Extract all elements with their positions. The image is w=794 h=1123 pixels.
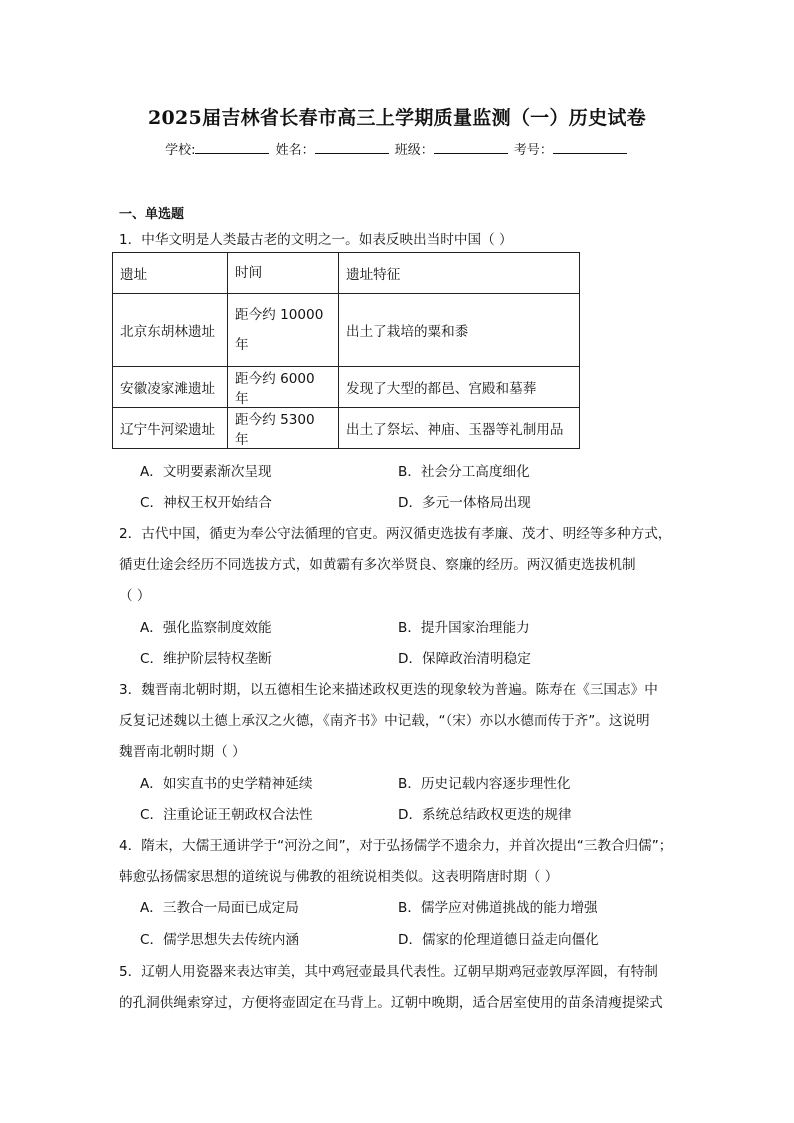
page-title: 2025届吉林省长春市高三上学期质量监测（一）历史试卷 [148, 107, 646, 129]
q4-option-d[interactable]: D．儒家的伦理道德日益走向僵化 [398, 932, 599, 948]
question-2-line: （ ） [119, 588, 151, 604]
table-cell: 距今约 6000 年 [228, 367, 339, 408]
question-4-line: 韩愈弘扬儒家思想的道统说与佛教的祖统说相类似。这表明隋唐时期（ ） [119, 869, 559, 885]
q2-option-a[interactable]: A．强化监察制度效能 [140, 620, 272, 636]
q4-option-c[interactable]: C．儒学思想失去传统内涵 [140, 932, 300, 948]
table-cell: 发现了大型的都邑、宫殿和墓葬 [339, 367, 580, 408]
q2-option-b[interactable]: B．提升国家治理能力 [398, 620, 530, 636]
question-1-stem: 1．中华文明是人类最古老的文明之一。如表反映出当时中国（ ） [119, 232, 513, 248]
table-cell: 安徽凌家滩遗址 [113, 367, 228, 408]
q4-option-a[interactable]: A．三教合一局面已成定局 [140, 900, 299, 916]
q3-option-c[interactable]: C．注重论证王朝政权合法性 [140, 807, 313, 823]
table-cell: 距今约 5300 年 [228, 408, 339, 449]
student-info-line [0, 139, 794, 158]
question-3-line: 魏晋南北朝时期（ ） [119, 744, 246, 760]
q1-option-c[interactable]: C．神权王权开始结合 [140, 495, 272, 511]
table-cell: 北京东胡林遗址 [113, 294, 228, 367]
q3-option-b[interactable]: B．历史记载内容逐步理性化 [398, 776, 571, 792]
question-3-line: 3．魏晋南北朝时期，以五德相生论来描述政权更迭的现象较为普遍。陈寿在《三国志》中 [119, 682, 658, 698]
school-label: 学校: [165, 143, 196, 158]
table-header-row [113, 253, 580, 294]
class-blank[interactable] [434, 141, 508, 154]
question-2-line: 2．古代中国，循吏为奉公守法循理的官吏。两汉循吏选拔有孝廉、茂才、明经等多种方式， [119, 526, 672, 542]
table-row [113, 367, 580, 408]
q3-option-a[interactable]: A．如实直书的史学精神延续 [140, 776, 313, 792]
section-title: 一、单选题 [119, 207, 185, 222]
table-cell: 距今约 10000 年 [228, 294, 339, 367]
table-row [113, 408, 580, 449]
table-cell: 出土了祭坛、神庙、玉器等礼制用品 [339, 408, 580, 449]
exam-no-label: 考号： [513, 143, 553, 158]
q3-option-d[interactable]: D．系统总结政权更迭的规律 [398, 807, 572, 823]
question-5-line: 5．辽朝人用瓷器来表达审美，其中鸡冠壶最具代表性。辽朝早期鸡冠壶敦厚浑圆，有特制 [119, 964, 658, 980]
question-4-line: 4．隋末，大儒王通讲学于“河汾之间”，对于弘扬儒学不遗余力，并首次提出“三教合归儒”； [119, 838, 673, 854]
name-blank[interactable] [315, 141, 389, 154]
school-blank[interactable] [195, 141, 269, 154]
table-header-cell: 时间 [228, 253, 339, 294]
q1-option-d[interactable]: D．多元一体格局出现 [398, 495, 531, 511]
table-row [113, 294, 580, 367]
class-label: 班级： [394, 143, 434, 158]
q2-option-d[interactable]: D．保障政治清明稳定 [398, 651, 531, 667]
q2-option-c[interactable]: C．维护阶层特权垄断 [140, 651, 272, 667]
question-3-line: 反复记述魏以土德上承汉之火德，《南齐书》中记载，“（宋）亦以水德而传于齐”。这说明 [119, 713, 650, 729]
table-cell: 辽宁牛河梁遗址 [113, 408, 228, 449]
table-header-cell: 遗址特征 [339, 253, 580, 294]
sites-table [112, 252, 580, 449]
table-cell: 出土了栽培的粟和黍 [339, 294, 580, 367]
question-5-line: 的孔洞供绳索穿过，方便将壶固定在马背上。辽朝中晚期，适合居室使用的苗条清瘦提梁式 [119, 995, 663, 1011]
q4-option-b[interactable]: B．儒学应对佛道挑战的能力增强 [398, 900, 598, 916]
table-header-cell: 遗址 [113, 253, 228, 294]
question-2-line: 循吏仕途会经历不同选拔方式，如黄霸有多次举贤良、察廉的经历。两汉循吏选拔机制 [119, 557, 636, 573]
q1-option-b[interactable]: B．社会分工高度细化 [398, 464, 530, 480]
name-label: 姓名： [275, 143, 315, 158]
exam-no-blank[interactable] [553, 141, 627, 154]
q1-option-a[interactable]: A．文明要素渐次呈现 [140, 464, 272, 480]
